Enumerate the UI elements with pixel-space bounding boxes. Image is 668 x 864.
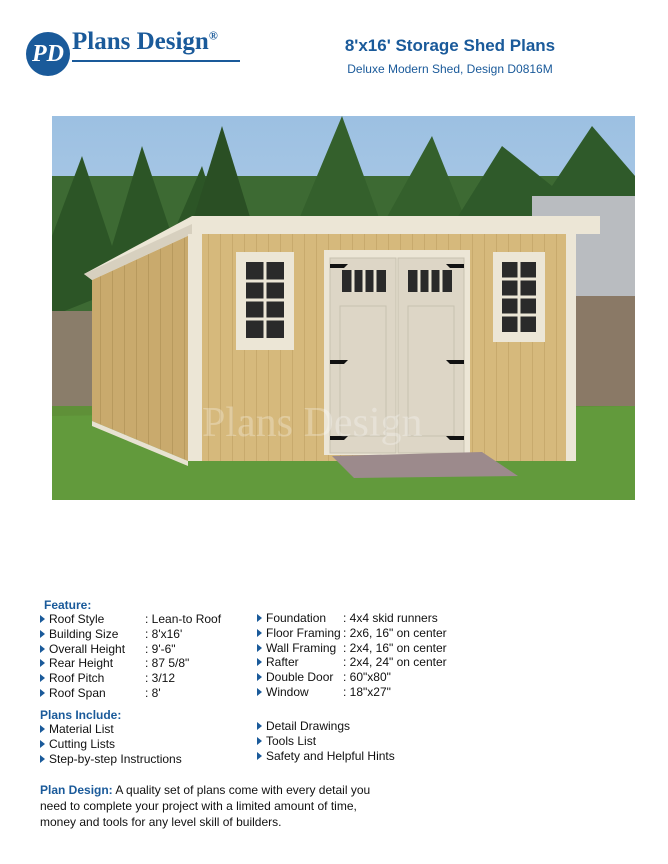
feature-value: : 8' [145, 685, 161, 700]
logo-mark [26, 32, 70, 76]
feature-value: : 3/12 [145, 671, 176, 686]
description-text: A quality set of plans come with every detail you need to complete your project with a limited amount of time, money and tools for any level skill of builders. [40, 783, 371, 829]
list-item-label: Safety and Helpful Hints [266, 748, 395, 763]
feature-row [257, 626, 537, 641]
feature-label: Window [266, 684, 309, 699]
feature-label: Double Door [266, 670, 334, 685]
plans-include-right-list [257, 719, 477, 763]
feature-value: : 60"x80" [343, 670, 391, 685]
photo-watermark: Plans Design [202, 400, 423, 446]
list-item-label: Step-by-step Instructions [49, 751, 182, 766]
features-right-list [257, 611, 537, 700]
feature-row [257, 641, 537, 656]
bullet-arrow-icon [257, 658, 262, 666]
feature-row [40, 656, 260, 671]
features-heading: Feature: [44, 598, 92, 612]
logo-underline [72, 60, 240, 62]
bullet-arrow-icon [257, 688, 262, 696]
bullet-arrow-icon [257, 722, 262, 730]
shed-photo [52, 116, 635, 500]
registered-mark: ® [208, 28, 218, 43]
features-left-list [40, 612, 260, 701]
plans-include-left-list [40, 722, 260, 766]
bullet-arrow-icon [40, 725, 45, 733]
list-item [257, 719, 477, 734]
feature-label: Roof Pitch [49, 671, 105, 686]
list-item-label: Detail Drawings [266, 719, 351, 733]
feature-label: Roof Span [49, 685, 106, 700]
brand-name-text: Plans Design [72, 28, 209, 55]
bullet-arrow-icon [257, 644, 262, 652]
feature-row [257, 611, 537, 626]
feature-value: : 18"x27" [343, 684, 391, 699]
bullet-arrow-icon [257, 614, 262, 622]
feature-value: : 9'-6" [145, 641, 176, 656]
feature-label: Floor Framing [266, 625, 341, 640]
bullet-arrow-icon [40, 659, 45, 667]
page-subtitle: Deluxe Modern Shed, Design D0816M [347, 62, 553, 76]
feature-value: : 87 5/8" [145, 656, 190, 671]
feature-row [40, 642, 260, 657]
bullet-arrow-icon [257, 629, 262, 637]
bullet-arrow-icon [40, 630, 45, 638]
feature-value: : 2x4, 16" on center [343, 640, 447, 655]
feature-value: : 8'x16' [145, 626, 183, 641]
bullet-arrow-icon [40, 755, 45, 763]
feature-value: : 4x4 skid runners [343, 611, 438, 625]
plans-include-heading: Plans Include: [40, 708, 122, 722]
bullet-arrow-icon [257, 737, 262, 745]
list-item [40, 722, 260, 737]
page-title: 8'x16' Storage Shed Plans [344, 36, 556, 55]
feature-row [40, 671, 260, 686]
bullet-arrow-icon [257, 673, 262, 681]
bullet-arrow-icon [40, 689, 45, 697]
feature-label: Building Size [49, 626, 119, 641]
list-item-label: Cutting Lists [49, 736, 116, 751]
description-heading: Plan Design: [40, 783, 113, 797]
feature-row [40, 686, 260, 701]
list-item-label: Material List [49, 722, 114, 736]
list-item [40, 737, 260, 752]
list-item [257, 749, 477, 764]
feature-label: Foundation [266, 611, 327, 625]
feature-value: : 2x6, 16" on center [343, 625, 447, 640]
bullet-arrow-icon [40, 740, 45, 748]
bullet-arrow-icon [40, 674, 45, 682]
feature-row [257, 685, 537, 700]
feature-label: Roof Style [49, 612, 105, 626]
list-item [257, 734, 477, 749]
left-window [236, 252, 294, 350]
list-item-label: Tools List [266, 733, 317, 748]
bullet-arrow-icon [40, 645, 45, 653]
feature-label: Wall Framing [266, 640, 337, 655]
feature-row [257, 655, 537, 670]
brand-name [72, 28, 218, 56]
plan-description [40, 782, 380, 830]
feature-row [40, 627, 260, 642]
feature-label: Rear Height [49, 656, 114, 671]
right-window [493, 252, 545, 342]
feature-row [40, 612, 260, 627]
feature-label: Overall Height [49, 641, 126, 656]
bullet-arrow-icon [40, 615, 45, 623]
list-item [40, 752, 260, 767]
bullet-arrow-icon [257, 752, 262, 760]
feature-value: : Lean-to Roof [145, 612, 222, 626]
logo-mark-text: PD [32, 40, 64, 67]
feature-value: : 2x4, 24" on center [343, 655, 447, 670]
feature-row [257, 670, 537, 685]
feature-label: Rafter [266, 655, 299, 670]
